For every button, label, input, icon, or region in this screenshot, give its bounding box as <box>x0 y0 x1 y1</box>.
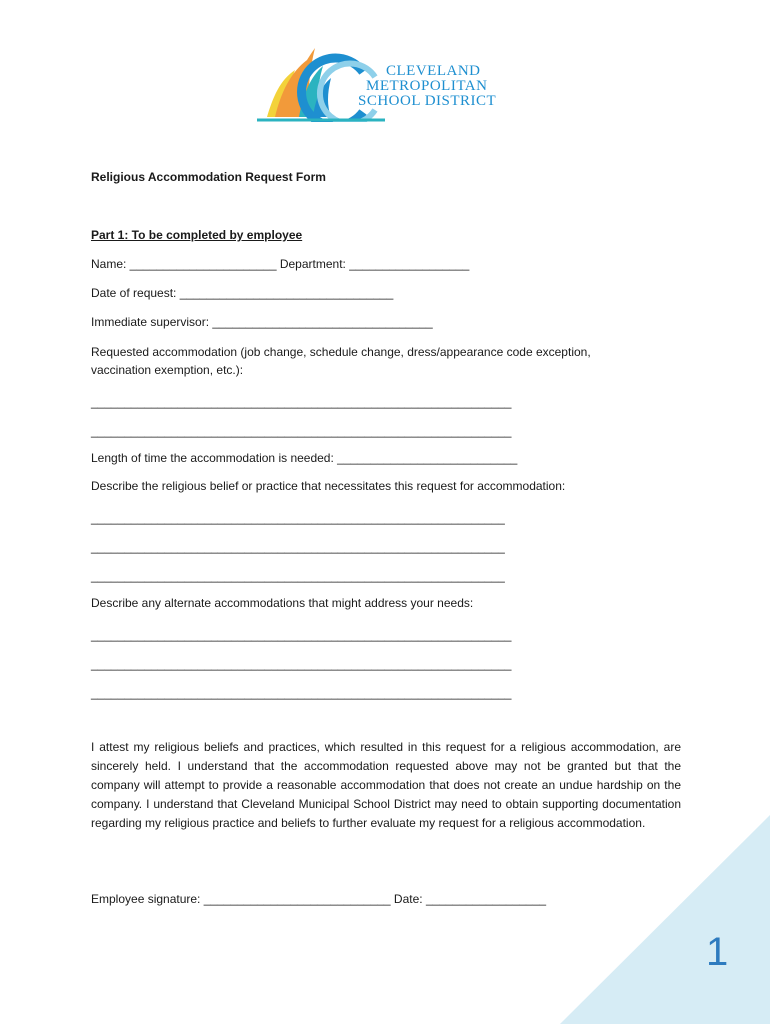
part1-heading: Part 1: To be completed by employee <box>91 228 303 242</box>
describe-belief-blank[interactable]: ______________________________________________________________ <box>91 511 505 525</box>
logo-line-2: METROPOLITAN <box>366 78 488 94</box>
requested-accommodation-label: Requested accommodation (job change, schedule change, dress/appearance code exception, <box>91 345 591 359</box>
logo-line-1: CLEVELAND <box>386 63 481 79</box>
describe-alternate-blank[interactable]: _______________________________________________________________ <box>91 686 512 700</box>
requested-accommodation-blank[interactable]: _______________________________________________________________ <box>91 395 512 409</box>
requested-accommodation-blank[interactable]: _______________________________________________________________ <box>91 424 512 438</box>
page-number: 1 <box>706 930 729 974</box>
describe-belief-blank[interactable]: ______________________________________________________________ <box>91 540 505 554</box>
signature-date-field[interactable]: Employee signature: ____________________________ Date: __________________ <box>91 892 547 906</box>
describe-belief-blank[interactable]: ______________________________________________________________ <box>91 569 505 583</box>
describe-alternate-blank[interactable]: _______________________________________________________________ <box>91 628 512 642</box>
requested-accommodation-label-cont: vaccination exemption, etc.): <box>91 363 244 377</box>
form-title: Religious Accommodation Request Form <box>91 170 326 184</box>
date-of-request-field[interactable]: Date of request: ________________________________ <box>91 286 394 300</box>
length-of-time-field[interactable]: Length of time the accommodation is needed: ___________________________ <box>91 451 518 465</box>
logo-line-3: SCHOOL DISTRICT <box>358 93 497 109</box>
describe-alternate-blank[interactable]: _______________________________________________________________ <box>91 657 512 671</box>
describe-belief-label: Describe the religious belief or practice that necessitates this request for accommodation: <box>91 479 566 493</box>
district-name <box>358 64 496 109</box>
name-department-field[interactable]: Name: ______________________ Department: __________________ <box>91 257 470 271</box>
attestation-paragraph: I attest my religious beliefs and practices, which resulted in this request for a religious accommodation, are sincerely held. I understand that the accommodation requested above may not be granted but that the company will attempt to provide a reasonable accommodation that does not create an undue hardship on the company. I understand that Cleveland Municipal School District may need to obtain supporting documentation regarding my religious practice and beliefs to further evaluate my request for a religious accommodation. <box>91 740 681 830</box>
supervisor-field[interactable]: Immediate supervisor: _________________________________ <box>91 315 433 329</box>
describe-alternate-label: Describe any alternate accommodations that might address your needs: <box>91 596 474 610</box>
